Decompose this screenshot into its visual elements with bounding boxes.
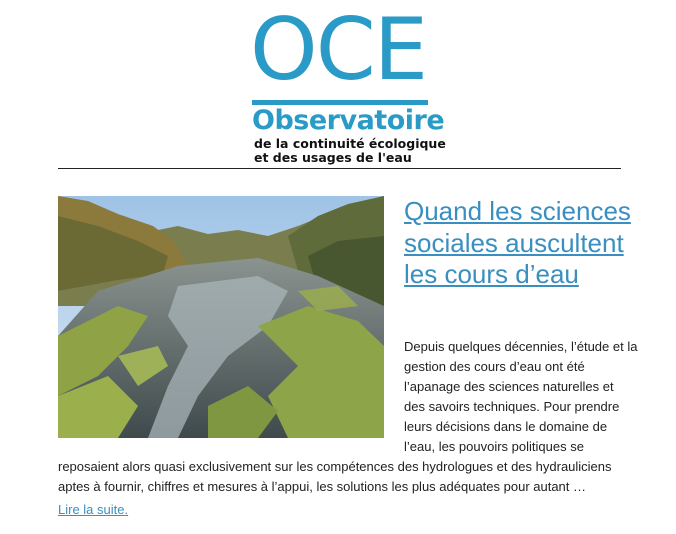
logo-acronym: OCE [250,0,427,100]
oce-logo [250,0,446,165]
excerpt-image-spacer [58,337,404,457]
article-excerpt [58,337,638,497]
article-title-link[interactable]: Quand les sciences sociales auscultent les cours d’eau [404,196,631,289]
article-excerpt-text: Depuis quelques décennies, l’étude et la gestion des cours d’eau ont été l’apanage des sciences naturelles et des savoirs techniques. Pour prendre leurs décisions dans le domaine de l’eau, les pouvoirs politiques se reposaient alors quasi exclusivement sur les compétences des hydrologues et des hydrauliciens aptes à fournir, chiffres et mesures à l’appui, les solutions les plus adéquates pour autant … [58,339,638,494]
read-more-link[interactable]: Lire la suite. [58,502,129,517]
logo-name: Observatoire [252,105,445,136]
logo-subtitle-line2: et des usages de l'eau [254,150,412,165]
logo-subtitle-line1: de la continuité écologique [254,136,446,151]
header-divider [58,168,621,169]
